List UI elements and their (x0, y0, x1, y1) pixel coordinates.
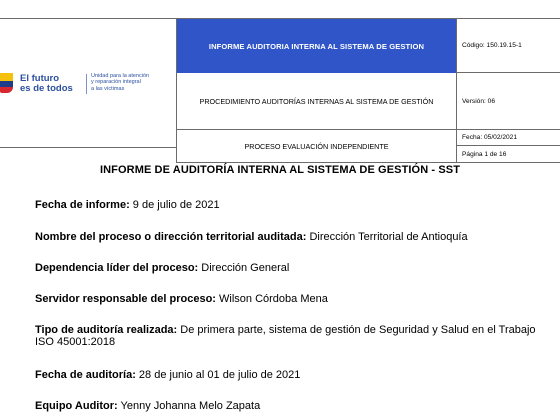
date-cell: Fecha: 05/02/2021 (456, 129, 560, 146)
field-audit-date (35, 369, 547, 381)
field-value: Yenny Johanna Melo Zapata (117, 400, 261, 412)
field-value: 28 de junio al 01 de julio de 2021 (135, 369, 301, 381)
field-audit-type (35, 324, 547, 348)
field-label: Nombre del proceso o dirección territorial auditada: (35, 231, 307, 243)
field-lead-dependency (35, 262, 547, 274)
colombia-shield-icon (0, 73, 13, 93)
process-cell: PROCESO EVALUACIÓN INDEPENDIENTE (176, 129, 456, 163)
field-audit-team (35, 400, 547, 412)
government-logo-text (20, 74, 92, 94)
unit-logo-text (91, 73, 175, 92)
field-responsible-officer (35, 293, 547, 305)
logo-divider (86, 74, 87, 94)
field-process-name (35, 231, 547, 243)
field-value: De primera parte, sistema de gestión de Seguridad y Salud en el Trabajo ISO 45001:2018 (35, 324, 536, 348)
document-title: INFORME DE AUDITORÍA INTERNA AL SISTEMA DE GESTIÓN - SST (99, 164, 461, 176)
code-cell: Código: 150.19.15-1 (456, 18, 560, 73)
field-label: Equipo Auditor: (35, 400, 118, 412)
field-value: Wilson Córdoba Mena (215, 293, 328, 305)
logo-sub-line: a las víctimas (91, 85, 125, 92)
document-header (0, 18, 560, 158)
field-label: Fecha de auditoría: (35, 369, 136, 381)
report-title-cell: INFORME AUDITORIA INTERNA AL SISTEMA DE GESTION (176, 18, 456, 73)
logo-sub-line: y reparación integral (91, 79, 141, 86)
logo-line: El futuro (20, 73, 60, 84)
field-label: Fecha de informe: (35, 199, 130, 211)
version-cell: Versión: 06 (456, 73, 560, 130)
field-value: 9 de julio de 2021 (129, 199, 220, 211)
logo-sub-line: Unidad para la atención (91, 73, 150, 79)
page-number-cell: Página 1 de 16 (456, 145, 560, 163)
procedure-cell: PROCEDIMIENTO AUDITORÍAS INTERNAS AL SISTEMA DE GESTIÓN (176, 73, 456, 130)
logo-cell (0, 18, 176, 148)
field-value: Dirección General (198, 262, 290, 274)
field-label: Servidor responsable del proceso: (35, 293, 216, 305)
field-label: Dependencia líder del proceso: (35, 262, 199, 274)
logo-line: es de todos (20, 83, 73, 94)
field-value: Dirección Territorial de Antioquía (306, 231, 468, 243)
field-report-date (35, 199, 547, 211)
field-label: Tipo de auditoría realizada: (35, 324, 178, 336)
